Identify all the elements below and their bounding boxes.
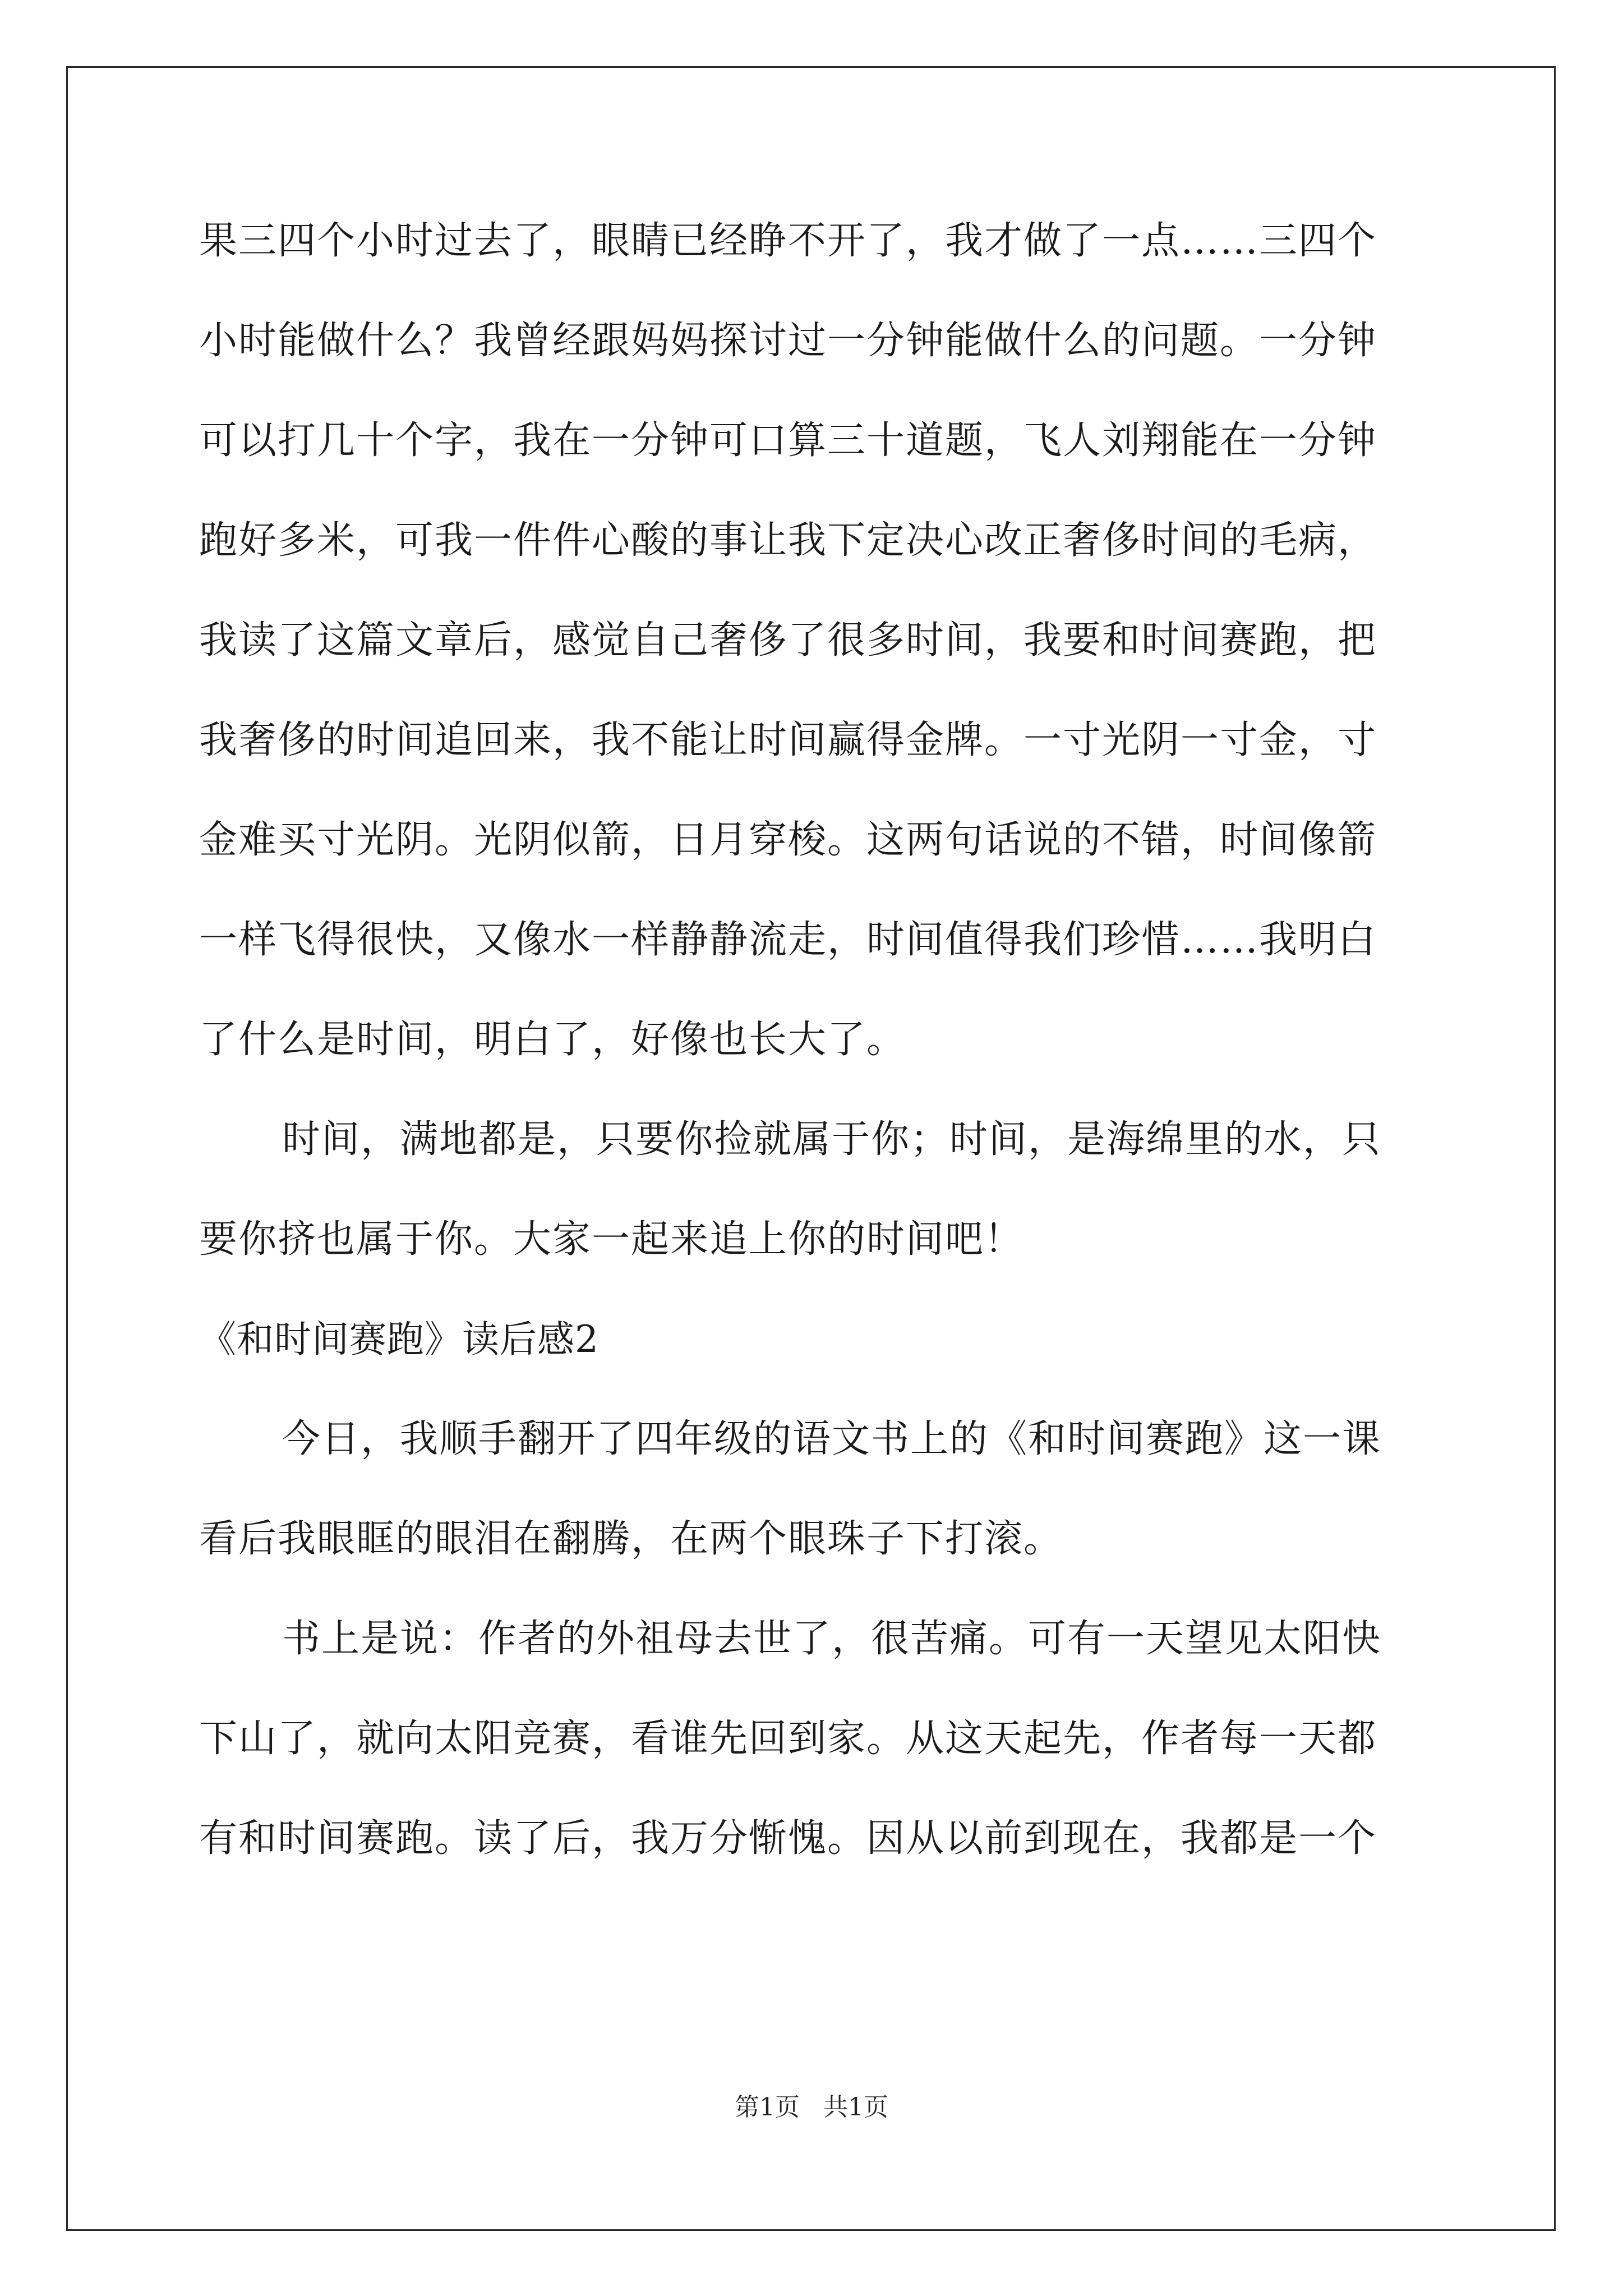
document-body: [199, 202, 1433, 1899]
text-line: 小时能做什么？我曾经跟妈妈探讨过一分钟能做什么的问题。一分钟: [199, 319, 1377, 363]
page-number-footer: 第1页 共1页: [735, 2093, 888, 2122]
paragraph-start-line: 时间，满地都是，只要你捡就属于你；时间，是海绵里的水，只: [282, 1117, 1382, 1162]
text-line: 了什么是时间，明白了，好像也长大了。: [199, 1018, 906, 1062]
text-line: 金难买寸光阴。光阴似箭，日月穿梭。这两句话说的不错，时间像箭: [199, 818, 1377, 862]
text-line: 可以打几十个字，我在一分钟可口算三十道题，飞人刘翔能在一分钟: [199, 418, 1377, 463]
paragraph-start-line: 书上是说：作者的外祖母去世了，很苦痛。可有一天望见太阳快: [282, 1617, 1382, 1661]
text-line: 我读了这篇文章后，感觉自己奢侈了很多时间，我要和时间赛跑，把: [199, 618, 1377, 662]
paragraph-start-line: 今日，我顺手翻开了四年级的语文书上的《和时间赛跑》这一课: [282, 1417, 1382, 1461]
text-line: 要你挤也属于你。大家一起来追上你的时间吧！: [199, 1217, 1024, 1262]
text-line: 有和时间赛跑。读了后，我万分惭愧。因从以前到现在，我都是一个: [199, 1816, 1377, 1861]
text-line: 看后我眼眶的眼泪在翻腾，在两个眼珠子下打滚。: [199, 1517, 1063, 1561]
section-heading: 《和时间赛跑》读后感2: [199, 1318, 599, 1361]
text-line: 一样飞得很快，又像水一样静静流走，时间值得我们珍惜……我明白: [199, 918, 1377, 962]
text-line: 果三四个小时过去了，眼睛已经睁不开了，我才做了一点……三四个: [199, 219, 1377, 263]
text-line: 我奢侈的时间追回来，我不能让时间赢得金牌。一寸光阴一寸金，寸: [199, 718, 1377, 762]
text-line: 下山了，就向太阳竞赛，看谁先回到家。从这天起先，作者每一天都: [199, 1717, 1377, 1761]
text-line: 跑好多米，可我一件件心酸的事让我下定决心改正奢侈时间的毛病，: [199, 518, 1377, 563]
